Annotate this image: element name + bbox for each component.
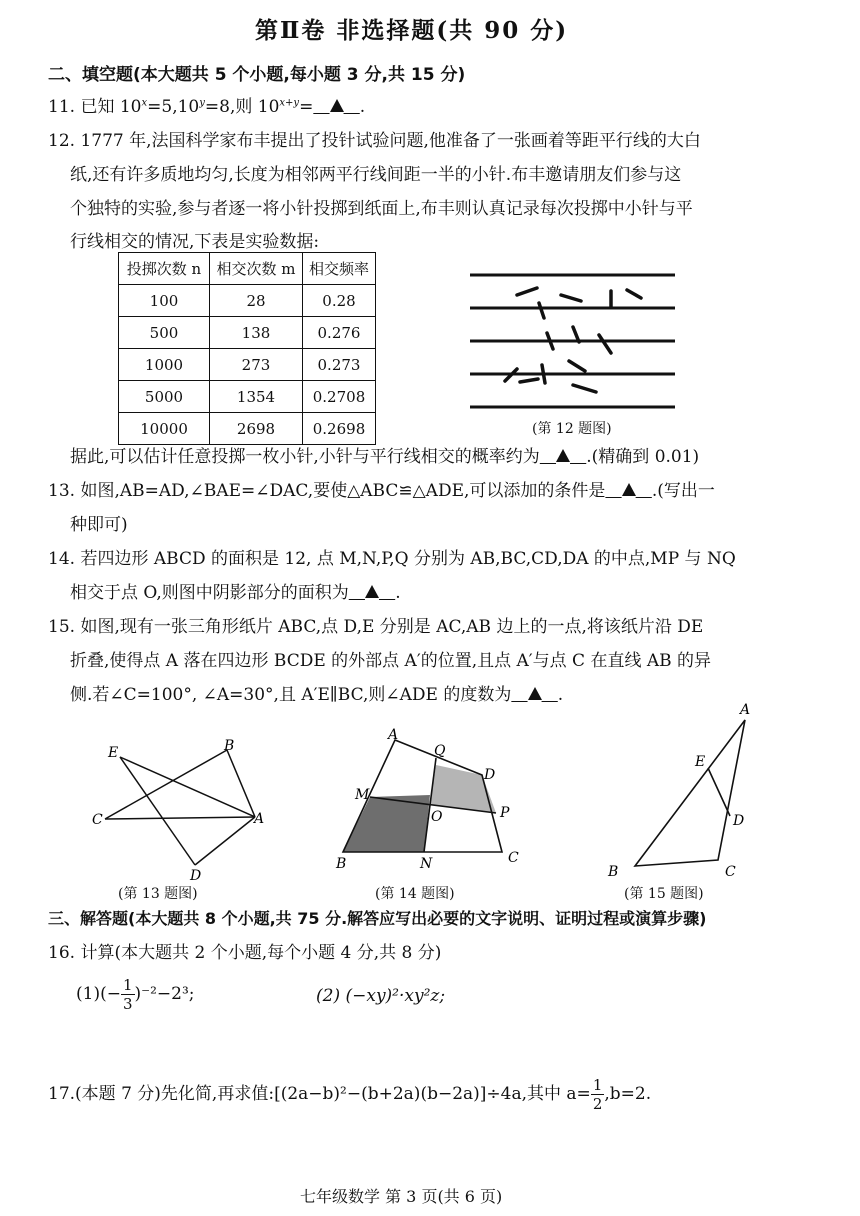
question-17: 17.(本题 7 分)先化简,再求值:[(2a−b)²−(b+2a)(b−2a)]÷4a,其中 a= $\frac{1}{2}$ ,b=2. — [48, 1076, 652, 1113]
question-12-line4: 行线相交的情况,下表是实验数据: — [70, 232, 320, 252]
answer-blank — [511, 685, 557, 705]
table-header-row — [119, 253, 376, 285]
page-footer: 七年级数学 第 3 页(共 6 页) — [300, 1187, 503, 1206]
question-12-line3: 个独特的实验,参与者逐一将小针投掷到纸面上,布丰则认真记录每次投掷中小针与平 — [70, 199, 693, 219]
table-cell: 0.2708 — [303, 381, 376, 413]
label-B: B — [336, 856, 347, 872]
answer-blank — [540, 447, 586, 467]
fraction: $\frac{1}{2}$ — [592, 1076, 603, 1113]
table-cell: 28 — [210, 285, 303, 317]
question-12-line1: 12. 1777 年,法国科学家布丰提出了投针试验问题,他准备了一张画着等距平行线的大白 — [48, 131, 701, 151]
table-row — [119, 285, 376, 317]
table-header: 相交频率 — [303, 253, 376, 285]
figure-15-caption: (第 15 题图) — [624, 886, 704, 902]
figure-13-caption: (第 13 题图) — [118, 886, 198, 902]
answer-blank — [349, 583, 395, 603]
question-15-line2: 折叠,使得点 A 落在四边形 BCDE 的外部点 A′的位置,且点 A′与点 C 在直线 AB 的异 — [70, 651, 712, 671]
table-cell: 1354 — [210, 381, 303, 413]
figure-12-caption: (第 12 题图) — [532, 421, 612, 437]
question-16: 16. 计算(本大题共 2 个小题,每个小题 4 分,共 8 分) — [48, 943, 442, 963]
table-cell: 273 — [210, 349, 303, 381]
table-cell: 2698 — [210, 413, 303, 445]
label-D: D — [733, 813, 745, 829]
label-C: C — [92, 812, 103, 828]
question-12-line2: 纸,还有许多质地均匀,长度为相邻两平行线间距一半的小针.布丰邀请朋友们参与这 — [70, 165, 682, 185]
figure-14 — [330, 725, 540, 885]
table-row — [119, 317, 376, 349]
table-cell: 100 — [119, 285, 210, 317]
question-14-line1: 14. 若四边形 ABCD 的面积是 12, 点 M,N,P,Q 分别为 AB,BC,CD,DA 的中点,MP 与 NQ — [48, 549, 736, 569]
table-cell: 1000 — [119, 349, 210, 381]
table-cell: 0.2698 — [303, 413, 376, 445]
figure-14-caption: (第 14 题图) — [375, 886, 455, 902]
figure-15 — [600, 698, 770, 883]
table-row — [119, 413, 376, 445]
question-16-part2: (2) (−xy)²·xy²z; — [316, 986, 446, 1006]
answer-blank — [605, 481, 651, 501]
question-12-ask: 据此,可以估计任意投掷一枚小针,小针与平行线相交的概率约为 .(精确到 0.01) — [70, 447, 700, 467]
table-row — [119, 349, 376, 381]
triangle-icon — [365, 585, 379, 598]
table-row — [119, 381, 376, 413]
label-A: A — [254, 811, 265, 827]
table-cell: 10000 — [119, 413, 210, 445]
table-cell: 0.28 — [303, 285, 376, 317]
label-P: P — [500, 805, 510, 821]
question-15-line3: 侧.若∠C=100°, ∠A=30°,且 A′E∥BC,则∠ADE 的度数为 . — [70, 685, 564, 705]
label-Q: Q — [434, 743, 446, 759]
answer-blank — [313, 97, 359, 117]
label-M: M — [355, 787, 370, 803]
label-A: A — [740, 702, 751, 718]
triangle-icon — [556, 449, 570, 462]
section-heading-solve: 三、解答题(本大题共 8 个小题,共 75 分.解答应写出必要的文字说明、证明过程或演算步骤) — [48, 909, 707, 928]
label-D: D — [484, 767, 496, 783]
question-16-part1: (1)(− $\frac{1}{3}$ )⁻²−2³; — [76, 976, 195, 1013]
table-cell: 500 — [119, 317, 210, 349]
table-cell: 138 — [210, 317, 303, 349]
figure-13 — [90, 735, 275, 885]
label-N: N — [420, 856, 433, 872]
label-B: B — [224, 738, 235, 754]
question-14-line2: 相交于点 O,则图中阴影部分的面积为 . — [70, 583, 401, 603]
table-cell: 0.276 — [303, 317, 376, 349]
table-header: 投掷次数 n — [119, 253, 210, 285]
experiment-table — [118, 252, 376, 445]
table-header: 相交次数 m — [210, 253, 303, 285]
label-E: E — [695, 754, 706, 770]
triangle-icon — [622, 483, 636, 496]
table-cell: 5000 — [119, 381, 210, 413]
question-15-line1: 15. 如图,现有一张三角形纸片 ABC,点 D,E 分别是 AC,AB 边上的一点,将该纸片沿 DE — [48, 617, 704, 637]
label-E: E — [108, 745, 119, 761]
triangle-icon — [330, 99, 344, 112]
label-B: B — [608, 864, 619, 880]
label-A: A — [388, 727, 399, 743]
label-C: C — [725, 864, 736, 880]
label-C: C — [508, 850, 519, 866]
label-O: O — [431, 809, 443, 825]
label-D: D — [190, 868, 202, 884]
question-13-line2: 种即可) — [70, 515, 128, 535]
figure-12-needles — [465, 265, 685, 415]
fraction: $\frac{1}{3}$ — [122, 976, 133, 1013]
page-title: 第Ⅱ卷 非选择题(共 90 分) — [255, 17, 569, 44]
question-11: 11. 已知 $10^x=5,10^y=8$,则 $10^{x+y}=$ . — [48, 97, 366, 117]
triangle-icon — [528, 687, 542, 700]
section-heading-fill-in: 二、填空题(本大题共 5 个小题,每小题 3 分,共 15 分) — [48, 65, 466, 85]
question-13-line1: 13. 如图,AB=AD,∠BAE=∠DAC,要使△ABC≌△ADE,可以添加的条件是 .(写出一 — [48, 481, 715, 501]
table-cell: 0.273 — [303, 349, 376, 381]
